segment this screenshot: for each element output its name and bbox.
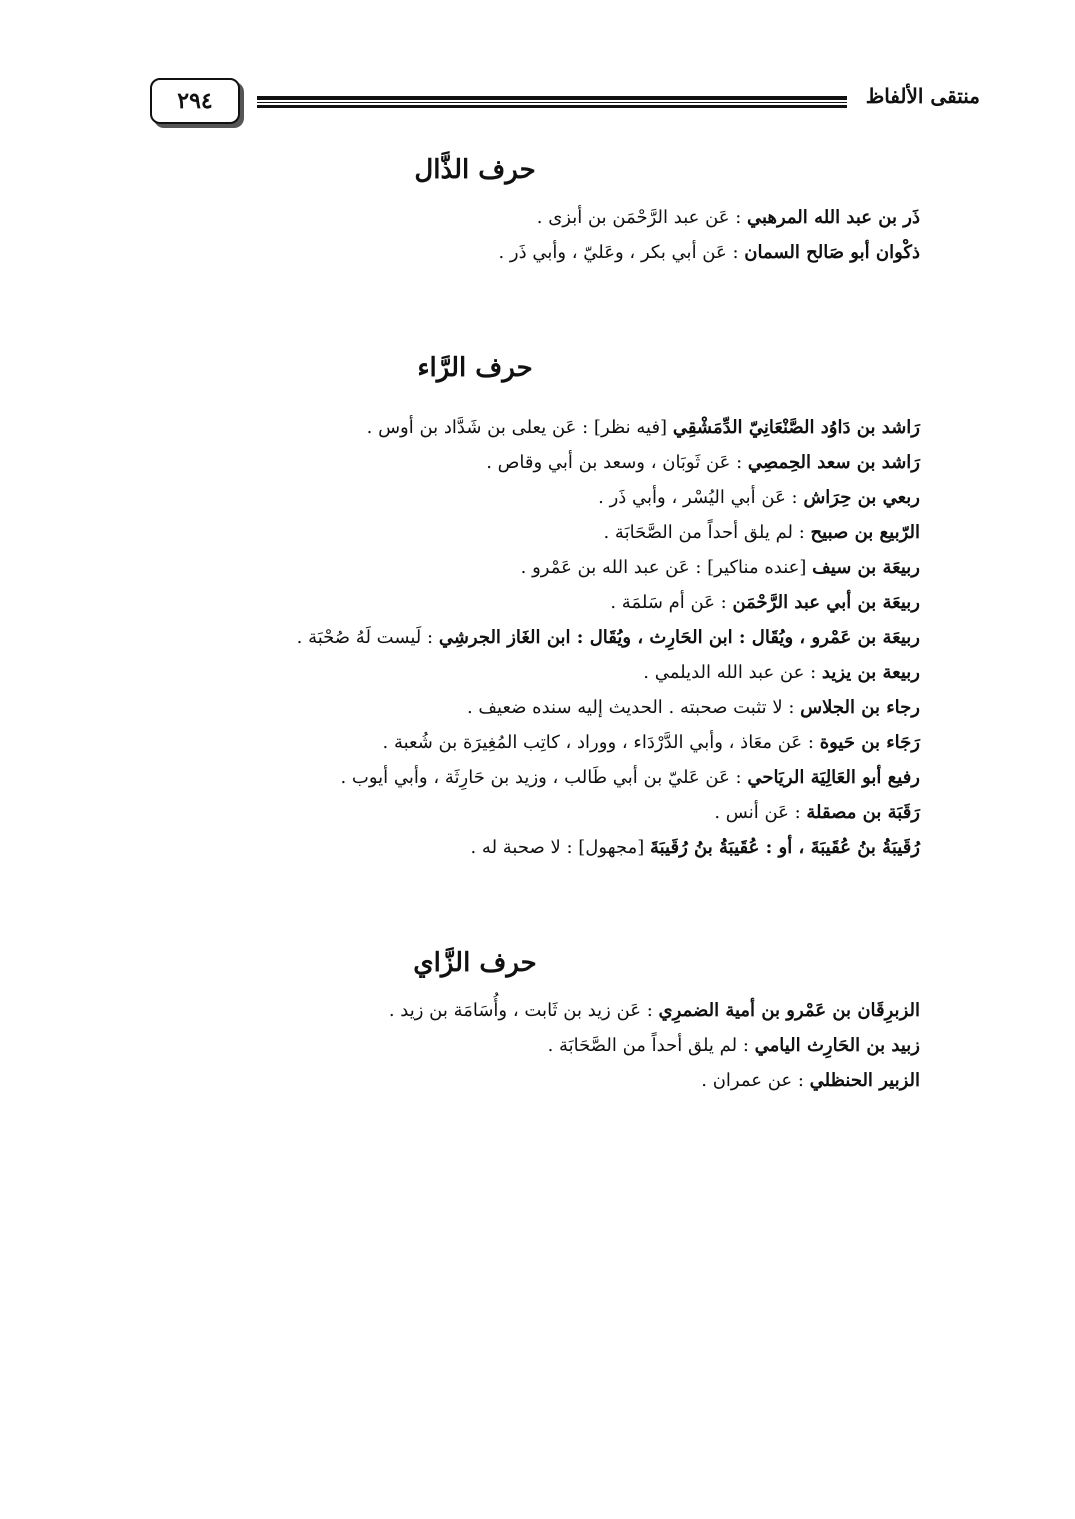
entry xyxy=(120,830,920,865)
entry-name: رُقَيبَةُ بنُ عُقَيبَةَ ، أو : عُقَيبَةُ بنُ رُقَيبَةَ xyxy=(649,837,920,858)
entry-text: : عَن زيد بن ثَابت ، وأُسَامَة بن زيد . xyxy=(388,1000,659,1021)
entry-text: : لا تثبت صحبته . الحديث إليه سنده ضعيف . xyxy=(466,697,801,718)
entry-text: : لَيست لَهُ صُحْبَة . xyxy=(296,627,439,648)
entry-name: رَجَاء بن حَيوة xyxy=(819,732,920,753)
page-body xyxy=(120,140,920,1098)
running-title: منتقى الألفاظ xyxy=(865,84,980,108)
entry xyxy=(120,235,920,270)
entry-text: : عَن معَاذ ، وأبي الدَّرْدَاء ، ووراد ، كاتِب المُغِيرَة بن شُعبة . xyxy=(382,732,820,753)
entry-text: : عَن عَليّ بن أبي طَالب ، وزيد بن حَارِثَة ، وأبي أيوب . xyxy=(340,767,748,788)
entry-name: رَاشد بن دَاوُد الصَّنْعَانِيّ الدِّمَشْقِي xyxy=(672,417,920,438)
entry xyxy=(120,760,920,795)
entry-name: رَقَبَة بن مصقلة xyxy=(806,802,920,823)
entry-text: : لم يلق أحداً من الصَّحَابَة . xyxy=(547,1035,755,1056)
entry-name: رفيع أبو العَالِيَة الريَاحي xyxy=(747,767,920,788)
entry-name: الزبرِقَان بن عَمْرو بن أمية الضمرِي xyxy=(658,1000,920,1021)
entry-text: : عَن عبد الرَّحْمَن بن أبزى . xyxy=(536,207,748,228)
section-zay xyxy=(120,933,920,1098)
entry xyxy=(120,515,920,550)
entry xyxy=(120,795,920,830)
page-header xyxy=(100,78,980,138)
entry xyxy=(120,585,920,620)
entry xyxy=(120,725,920,760)
entry xyxy=(120,410,920,445)
entry xyxy=(120,1063,920,1098)
entry xyxy=(120,620,920,655)
entry xyxy=(120,1028,920,1063)
entry xyxy=(120,445,920,480)
section-ra xyxy=(120,338,920,865)
header-rule xyxy=(257,96,847,108)
entry-name: رَاشد بن سعد الحِمصِي xyxy=(747,452,920,473)
entry-name: ربيعة بن يزيد xyxy=(821,662,920,683)
entry-name: ذَر بن عبد الله المرهبي xyxy=(747,207,920,228)
entry-name: ربيعَة بن أبي عبد الرَّحْمَن xyxy=(732,592,920,613)
entry-name: ذكْوان أبو صَالح السمان xyxy=(744,242,920,263)
entry xyxy=(120,655,920,690)
page-number: ٢٩٤ xyxy=(177,88,213,114)
entry-text: [عنده مناكير] : عَن عبد الله بن عَمْرو . xyxy=(520,557,813,578)
entry-text: : عَن أم سَلمَة . xyxy=(610,592,733,613)
entry-name: رجاء بن الجلاس xyxy=(800,697,920,718)
entry-text: : عن عمران . xyxy=(701,1070,810,1091)
entry-name: ربعي بن حِرَاش xyxy=(803,487,920,508)
entry-text: : عَن أبي بكر ، وعَليّ ، وأبي ذَر . xyxy=(498,242,745,263)
entry-text: : عَن ثَوبَان ، وسعد بن أبي وقاص . xyxy=(486,452,748,473)
entry-text: [مجهول] : لا صحبة له . xyxy=(470,837,650,858)
section-dhal xyxy=(120,140,920,270)
entry-name: الزبير الحنظلي xyxy=(809,1070,920,1091)
section-heading: حرف الزَّاي xyxy=(413,948,537,978)
entry xyxy=(120,550,920,585)
entry-text: : عَن أنس . xyxy=(714,802,807,823)
entry-name: زبيد بن الحَارِث اليامي xyxy=(754,1035,920,1056)
entry-text: : لم يلق أحداً من الصَّحَابَة . xyxy=(603,522,811,543)
entry-text: : عَن أبي اليُسْر ، وأبي ذَر . xyxy=(598,487,804,508)
section-heading: حرف الذَّال xyxy=(414,155,536,185)
entry xyxy=(120,480,920,515)
entry-name: الرّبيع بن صبيح xyxy=(810,522,920,543)
entry xyxy=(120,200,920,235)
entry-name: ربيعَة بن عَمْرو ، ويُقَال : ابن الحَارِث ، ويُقَال : ابن الغَاز الجرشِي xyxy=(438,627,920,648)
entry-text: : عن عبد الله الديلمي . xyxy=(643,662,822,683)
entry-name: ربيعَة بن سيف xyxy=(812,557,920,578)
page-number-box xyxy=(150,78,240,124)
entry xyxy=(120,993,920,1028)
entry-text: [فيه نظر] : عَن يعلى بن شَدَّاد بن أوس . xyxy=(366,417,673,438)
section-heading: حرف الرَّاء xyxy=(417,353,533,383)
entry xyxy=(120,690,920,725)
